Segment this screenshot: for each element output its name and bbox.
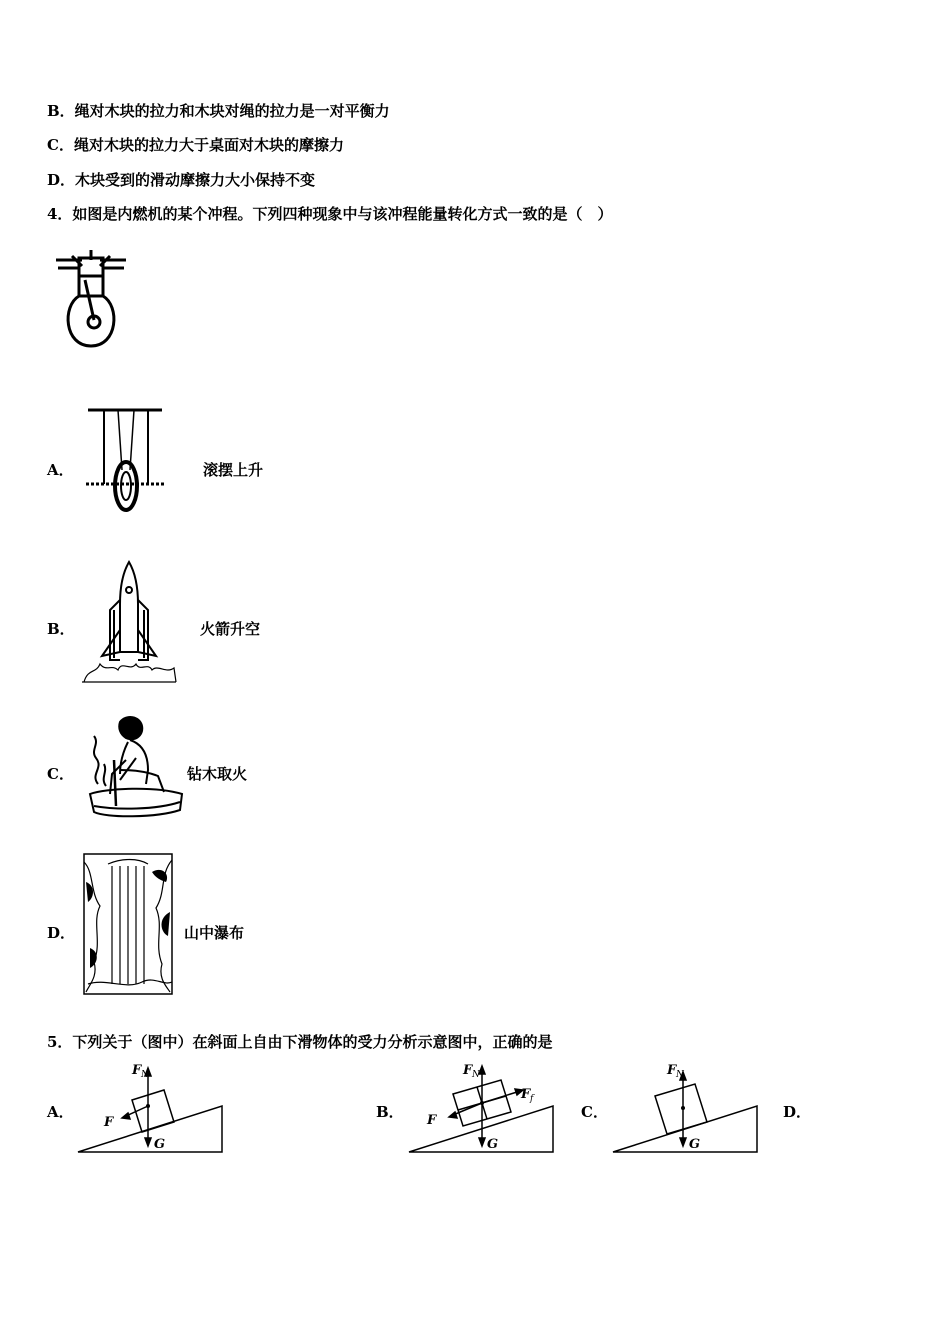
q5-a-force-label: F [104, 1115, 114, 1130]
q5-c-normal-sub: N [676, 1070, 684, 1080]
q4-option-d-caption: 山中瀑布 [184, 924, 245, 942]
q5-a-normal-label: F [132, 1063, 142, 1078]
q5-option-c-letter: C． [581, 1103, 608, 1121]
q5-diagram-b [405, 1058, 557, 1158]
q5-option-a-letter: A． [47, 1103, 74, 1121]
q4-stem: 4．如图是内燃机的某个冲程。下列四种现象中与该冲程能量转化方式一致的是（ ） [47, 205, 613, 223]
q5-b-friction-label: F [521, 1087, 531, 1102]
q5-b-normal-label: F [463, 1063, 473, 1078]
q5-b-friction-sub: f [530, 1094, 534, 1104]
q4-option-b-letter: B． [47, 620, 75, 638]
engine-stroke-figure [52, 246, 130, 352]
q5-b-gravity-label: G [487, 1137, 499, 1152]
q5-option-d-letter: D． [783, 1103, 812, 1121]
q4-option-c-caption: 钻木取火 [187, 765, 248, 783]
waterfall-figure [82, 852, 174, 996]
q5-c-gravity-label: G [689, 1137, 701, 1152]
q5-a-gravity-label: G [154, 1137, 166, 1152]
q5-diagram-a [74, 1058, 226, 1158]
q4-option-b-caption: 火箭升空 [200, 620, 261, 638]
q5-c-normal-label: F [667, 1063, 677, 1078]
q5-b-normal-sub: N [472, 1070, 480, 1080]
q4-option-a-caption: 滚摆上升 [203, 461, 264, 479]
q5-a-normal-sub: N [141, 1070, 149, 1080]
q5-diagram-c [609, 1058, 761, 1158]
drilling-wood-figure [76, 714, 186, 822]
q4-option-c-letter: C． [47, 765, 74, 783]
q4-option-d-letter: D． [47, 924, 76, 942]
q4-option-a-letter: A． [47, 461, 74, 479]
rocket-launch-figure [80, 560, 178, 684]
q5-option-b-letter: B． [376, 1103, 404, 1121]
q5-b-force-label: F [427, 1113, 437, 1128]
q3-option-d: D．木块受到的滑动摩擦力大小保持不变 [47, 171, 316, 189]
q5-stem: 5．下列关于（图中）在斜面上自由下滑物体的受力分析示意图中，正确的是 [47, 1033, 553, 1051]
q3-option-c: C．绳对木块的拉力大于桌面对木块的摩擦力 [47, 136, 344, 154]
rolling-pendulum-figure [84, 404, 166, 516]
q3-option-b: B．绳对木块的拉力和木块对绳的拉力是一对平衡力 [47, 102, 390, 120]
